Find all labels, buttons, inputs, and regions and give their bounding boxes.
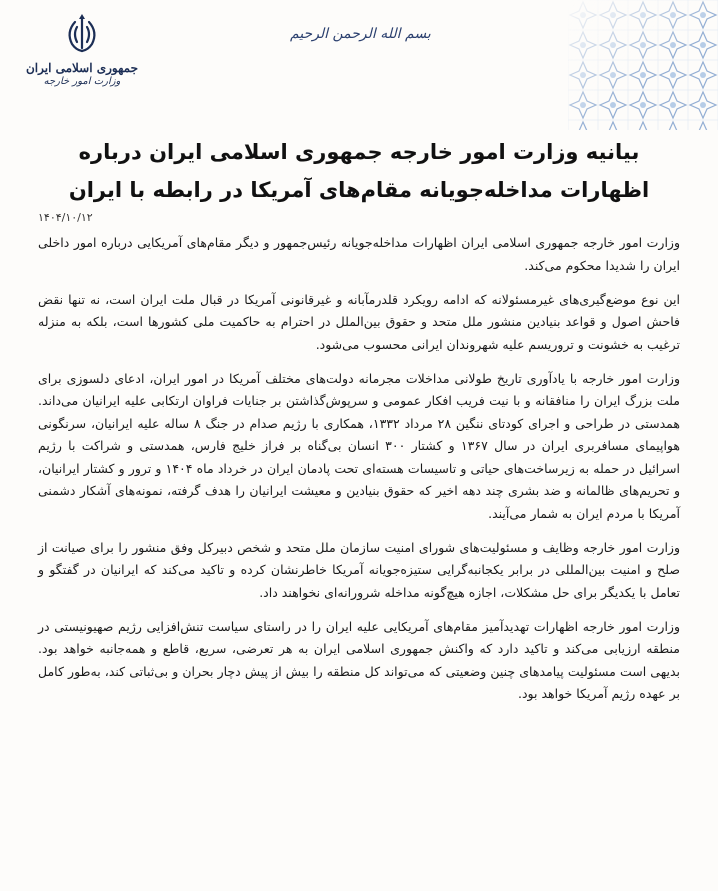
paragraph: وزارت امور خارجه جمهوری اسلامی ایران اظهارات مداخله‌جویانه رئیس‌جمهور و دیگر مقام‌های آمریکایی درباره امور داخلی ایران را شدیدا محکوم می‌کند.: [38, 235, 680, 273]
paragraph: وزارت امور خارجه وظایف و مسئولیت‌های شورای امنیت سازمان ملل متحد و شخص دبیرکل وفق منشور را برای صیانت از صلح و امنیت بین‌المللی در برابر یکجانبه‌گرایی ستیزه‌جویانه آمریکا خاطرنشان کرده و تاکید می‌کند که ایرانیان در گفتگو و تعامل با یکدیگر برای حل مشکلات، اجازه هیچ‌گونه مداخله شرورانه‌ای نخواهند داد.: [38, 539, 680, 600]
paragraph: وزارت امور خارجه اظهارات تهدیدآمیز مقام‌های آمریکایی علیه ایران را در راستای سیاست تنش‌افزایی رژیم صهیونیستی در منطقه ارزیابی می‌کند و تاکید دارد که واکنش جمهوری اسلامی ایران به هر تعرضی، سریع، قاطع و همه‌جانبه خواهد بود. بدیهی است مسئولیت پیامدهای چنین وضعیتی که می‌تواند کل منطقه را بیش از پیش دچار بحران و بی‌ثباتی کند، به‌طور کامل بر عهده رژیم آمریکا خواهد بود.: [38, 618, 680, 701]
logo-text-republic: جمهوری اسلامی ایران: [25, 61, 139, 75]
statement-title: بیانیه وزارت امور خارجه جمهوری اسلامی ایران درباره اظهارات مداخله‌جویانه مقام‌های آمریکا در رابطه با ایران: [68, 140, 650, 202]
paragraph: این نوع موضع‌گیری‌های غیرمسئولانه که ادامه رویکرد قلدرمآبانه و غیرقانونی آمریکا در قبال ملت ایران است، نه تنها نقض فاحش اصول و قواعد بنیادین منشور ملل متحد و حقوق بین‌الملل در احترام به حاکمیت ملی کشورها است، بلکه به منزله ترغیب به خشونت و تروریسم علیه شهروندان ایرانی محسوب می‌شود.: [38, 291, 680, 352]
bismillah-calligraphy: بسم الله الرحمن الرحیم: [290, 26, 431, 42]
decorative-pattern: [568, 0, 718, 130]
ministry-logo: [22, 14, 142, 87]
statement-body: [38, 232, 680, 717]
statement-date: ۱۴۰۴/۱۰/۱۲: [38, 211, 93, 224]
logo-text-ministry: وزارت امور خارجه: [43, 76, 121, 87]
iran-emblem-icon: [62, 14, 102, 58]
paragraph: وزارت امور خارجه با یادآوری تاریخ طولانی مداخلات مجرمانه دولت‌های مختلف آمریکا در امور ایران، ادعای دلسوزی برای ملت بزرگ ایران را منافقانه و با نیت فریب افکار عمومی و سرپوش‌گذاشتن بر جنایات فراوان ارتکابی علیه ایرانیان می‌داند. همدستی در طراحی و اجرای کودتای ننگین ۲۸ مرداد ۱۳۳۲، همکاری با رژیم صدام در جنگ ۸ ساله علیه ایرانیان، سرنگونی هواپیمای مسافربری ایران در سال ۱۳۶۷ و کشتار ۳۰۰ انسان بی‌گناه بر فراز خلیج فارس، همدستی و شراکت با رژیم اسرائیل در حمله به زیرساخت‌های حیاتی و تاسیسات هسته‌ای تحت پادمان ایران در خرداد ماه ۱۴۰۴ و ترور و کشتار ایرانیان، و تحریم‌های ظالمانه و ضد بشری چند دهه اخیر که حقوق بنیادین و معیشت ایرانیان را هدف گرفته، نمونه‌های آشکار دشمنی آمریکا با مردم ایران به شمار می‌آیند.: [38, 370, 680, 521]
